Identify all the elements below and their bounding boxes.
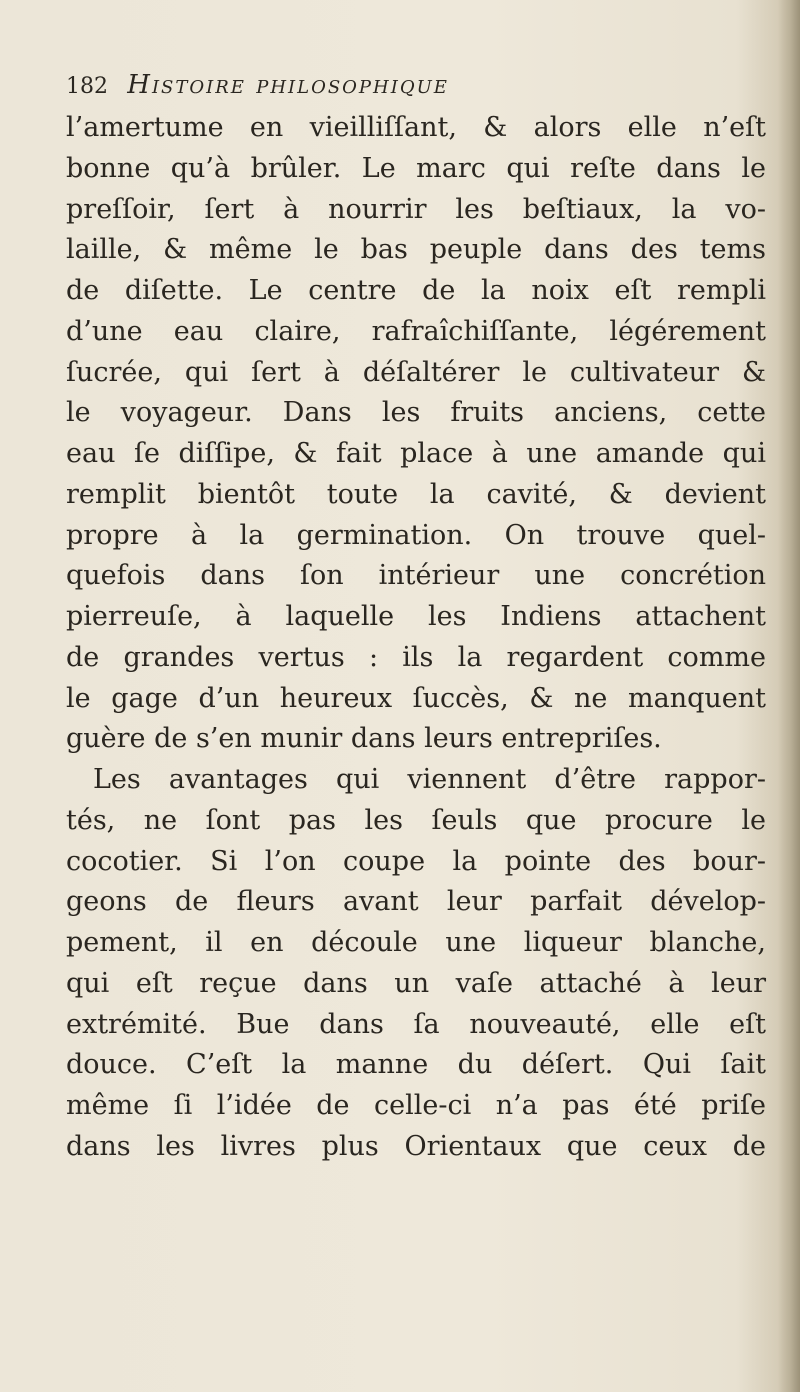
text-line: ſucrée, qui ſert à déſaltérer le cultivateur & bbox=[66, 356, 766, 388]
text-line: laille, & même le bas peuple dans des tems bbox=[66, 234, 766, 266]
page-header bbox=[66, 70, 746, 108]
text-line: le gage d’un heureux ſuccès, & ne manquent bbox=[66, 682, 766, 714]
text-line: même ſi l’idée de celle-ci n’a pas été priſe bbox=[66, 1090, 766, 1121]
text-line: quefois dans ſon intérieur une concrétion bbox=[66, 560, 766, 592]
text-line: guère de s’en munir dans leurs entrepriſes. bbox=[66, 723, 662, 755]
text-line: Les avantages qui viennent d’être rappor- bbox=[93, 764, 766, 795]
body-text bbox=[66, 108, 766, 1168]
text-line: d’une eau claire, rafraîchiſſante, légérement bbox=[66, 315, 766, 347]
text-line: tés, ne ſont pas les ſeuls que procure le bbox=[66, 804, 766, 836]
text-line: l’amertume en vieilliſſant, & alors elle n’eſt bbox=[66, 112, 766, 143]
text-line: remplit bientôt toute la cavité, & devient bbox=[66, 478, 766, 510]
text-line: bonne qu’à brûler. Le marc qui reſte dans le bbox=[66, 152, 766, 184]
text-line: de diſette. Le centre de la noix eſt rempli bbox=[66, 275, 766, 306]
text-line: dans les livres plus Orientaux que ceux de bbox=[66, 1130, 766, 1162]
page-number: 182 bbox=[66, 74, 108, 99]
running-head: Histoire philosophique bbox=[127, 70, 449, 100]
text-line: de grandes vertus : ils la regardent comme bbox=[66, 641, 766, 673]
text-line: douce. C’eſt la manne du déſert. Qui ſait bbox=[66, 1049, 766, 1081]
text-line: extrémité. Bue dans ſa nouveauté, elle eſt bbox=[66, 1008, 766, 1040]
text-line: propre à la germination. On trouve quel- bbox=[66, 519, 766, 551]
text-line: le voyageur. Dans les fruits anciens, cette bbox=[66, 397, 766, 429]
page-edge-shadow bbox=[778, 0, 800, 1392]
text-line: pierreuſe, à laquelle les Indiens attachent bbox=[66, 601, 766, 632]
text-line: preſſoir, ſert à nourrir les beſtiaux, la vo- bbox=[66, 193, 766, 225]
text-line: eau ſe diſſipe, & fait place à une amande qui bbox=[66, 438, 766, 469]
text-line: qui eſt reçue dans un vaſe attaché à leur bbox=[66, 967, 766, 999]
text-line: cocotier. Si l’on coupe la pointe des bour- bbox=[66, 845, 766, 877]
text-line: pement, il en découle une liqueur blanche, bbox=[66, 927, 766, 958]
text-line: geons de fleurs avant leur parfait dévelop- bbox=[66, 886, 766, 918]
